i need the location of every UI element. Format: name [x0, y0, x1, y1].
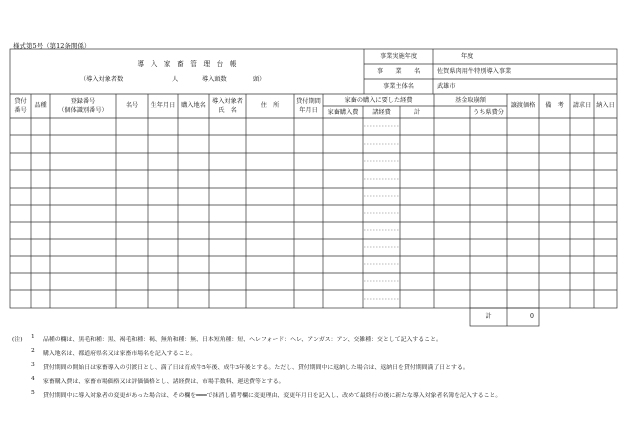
col-loan-no-line2: 番号 — [14, 107, 27, 114]
note-5-num: 5 — [31, 390, 35, 396]
col-payment-date: 納入日 — [596, 102, 615, 109]
col-purchase-cost: 家畜購入費 — [327, 109, 359, 116]
note-1-num: 1 — [31, 334, 35, 340]
summary-total-label: 計 — [485, 313, 492, 320]
col-breed: 品種 — [34, 102, 47, 109]
fiscal-year-value: 年度 — [461, 53, 474, 60]
project-name-label: 事 業 名 — [376, 68, 421, 75]
col-reg-no-line2: （個体識別番号） — [58, 107, 108, 114]
col-target-name-line1: 導入対象者 — [212, 98, 243, 105]
subtitle-count-label: （導入対象者数 — [80, 76, 124, 83]
col-cost-group: 家畜の購入に要した経費 — [344, 97, 413, 104]
note-2-num: 2 — [31, 348, 35, 354]
form-label: 様式第5号（第12条関係） — [13, 42, 91, 50]
project-name-value: 佐賀県肉用牛特別導入事業 — [437, 68, 512, 75]
col-reg-no-line1: 登録番号 — [70, 98, 96, 105]
col-purchase-place: 購入地名 — [181, 102, 206, 109]
note-1-text: 品種の欄は、黒毛和種：黒、褐毛和種：褐、無角和種：無、日本短角種：短、ヘレフォード：ヘレ、アンガス：アン、交雑種：交として記入すること。 — [43, 337, 442, 343]
col-fund-group: 基金取崩額 — [455, 97, 486, 104]
notes-heading: (注) — [12, 337, 23, 343]
col-transfer-price: 譲渡価格 — [510, 102, 536, 109]
col-name: 名号 — [125, 102, 139, 109]
col-total: 計 — [413, 109, 421, 116]
note-4-text: 家畜購入費は、家畜市場価格又は評価価格とし、諸経費は、市場手数料、運送費等とする。 — [43, 379, 285, 385]
implementer-label: 事業主体名 — [383, 83, 414, 90]
subtitle-heads-unit: 頭） — [253, 76, 266, 83]
col-loan-period-line1: 貸付期間 — [296, 98, 321, 105]
col-address: 住 所 — [260, 102, 280, 109]
col-target-name-line2: 氏 名 — [218, 107, 237, 114]
note-3-text: 貸付期間の開始日は家畜導入の引渡日とし、満了日は育成牛5年後、成牛3年後とする。ただし、貸付期間中に返納した場合は、返納日を貸付期間満了日とする。 — [43, 365, 469, 371]
note-2-text: 購入地名は、都道府県名又は家畜市場名を記入すること。 — [43, 351, 197, 357]
subtitle-heads-label: 導入頭数 — [202, 76, 227, 83]
col-pref-share: うち県費分 — [473, 109, 504, 116]
subtitle-person-unit: 人 — [172, 76, 179, 83]
col-misc-cost: 諸経費 — [372, 109, 391, 116]
implementer-value: 武雄市 — [437, 83, 456, 90]
note-3-num: 3 — [31, 362, 35, 368]
summary-total-value: 0 — [530, 313, 534, 320]
col-request-date: 請求日 — [572, 102, 592, 109]
col-loan-no-line1: 貸付 — [14, 98, 27, 105]
note-5-text: 貸付期間中に導入対象者の変更があった場合は、その欄を═══で抹消し備考欄に変更理由、変更年月日を記入し、改めて最終行の後に新たな導入対象者名簿を記入すること。 — [43, 393, 502, 399]
col-loan-period-line2: 年月日 — [299, 107, 318, 114]
col-birth-date: 生年月日 — [150, 102, 176, 109]
col-remarks: 備 考 — [545, 102, 564, 109]
note-4-num: 4 — [31, 376, 35, 382]
fiscal-year-label: 事業実施年度 — [379, 53, 418, 60]
ledger-title: 導 入 家 畜 管 理 台 帳 — [137, 60, 237, 68]
